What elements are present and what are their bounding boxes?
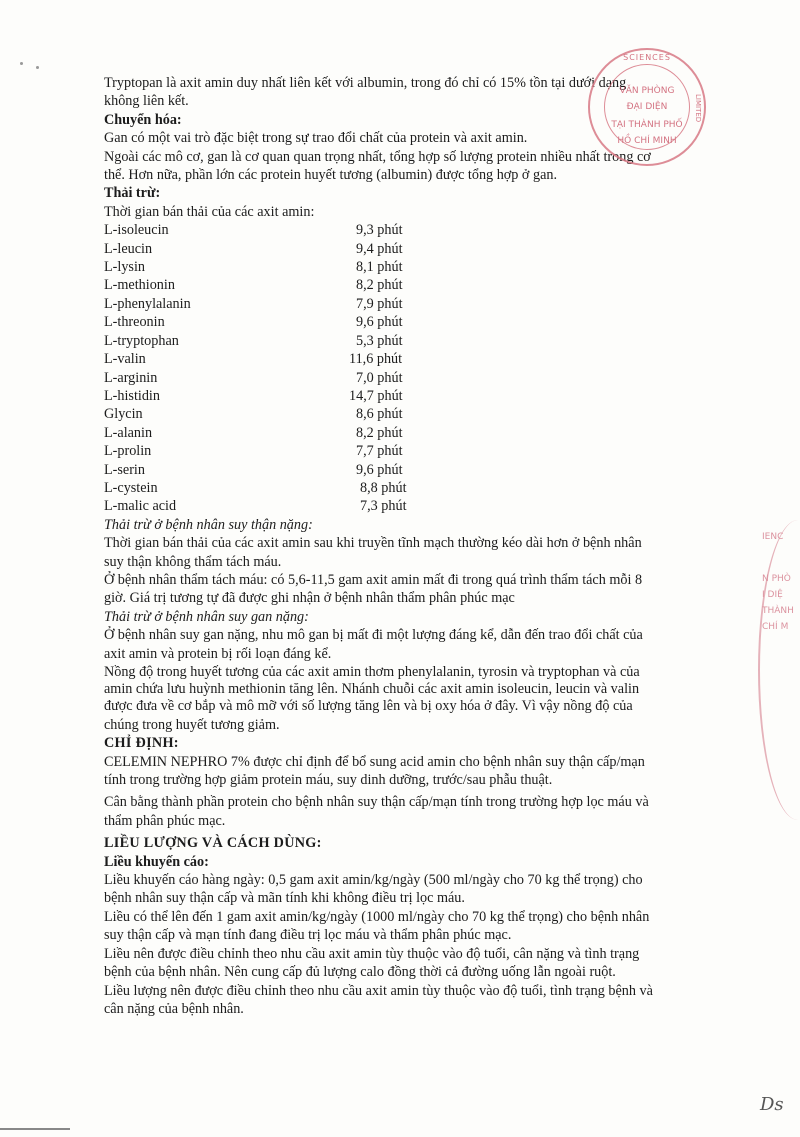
renal-heading: Thải trừ ở bệnh nhân suy thận nặng: bbox=[104, 516, 313, 533]
margin-stamp-text: THÀNH bbox=[762, 606, 794, 616]
table-row bbox=[104, 221, 750, 239]
elimination-heading: Thải trừ: bbox=[104, 185, 161, 202]
half-life-value: 9,6 phút bbox=[356, 314, 403, 331]
half-life-value: 11,6 phút bbox=[349, 351, 403, 368]
dosage-paragraph-1a: Liều khuyến cáo hàng ngày: 0,5 gam axit amin/kg/ngày (500 ml/ngày cho 70 kg thể trọng) cho bbox=[104, 872, 643, 889]
margin-stamp-text: N PHÒ bbox=[762, 574, 791, 584]
half-life-value: 14,7 phút bbox=[349, 387, 403, 404]
table-row bbox=[104, 442, 750, 460]
dosage-subheading: Liều khuyến cáo: bbox=[104, 853, 209, 870]
metabolism-paragraph-2b: thể. Hơn nữa, phần lớn các protein huyết tương (albumin) được tổng hợp ở gan. bbox=[104, 167, 558, 184]
scan-edge-mark bbox=[0, 1128, 70, 1130]
metabolism-heading: Chuyển hóa: bbox=[104, 111, 182, 128]
dosage-paragraph-3b: bệnh của bệnh nhân. Nên cung cấp đủ lượng calo đồng thời cả đường uống lẫn ngoài ruột. bbox=[104, 964, 616, 981]
hepatic-paragraph-2b: amin chứa lưu huỳnh methionin tăng lên. Nhánh chuỗi các axit amin isoleucin, leucin và valin bbox=[104, 681, 640, 698]
renal-paragraph-1a: Thời gian bán thải của các axit amin sau khi truyền tĩnh mạch thường kéo dài hơn ở bệnh nhân bbox=[104, 535, 642, 552]
stamp-line: TẠI THÀNH PHỐ bbox=[611, 120, 683, 130]
indications-paragraph-1a: CELEMIN NEPHRO 7% được chỉ định để bổ sung acid amin cho bệnh nhân suy thận cấp/mạn bbox=[104, 753, 645, 770]
table-row bbox=[104, 405, 750, 423]
stamp-line: HỒ CHÍ MINH bbox=[617, 136, 677, 146]
amino-acid-name: Glycin bbox=[104, 406, 143, 423]
indications-paragraph-1b: tính trong trường hợp giảm protein máu, suy dinh dưỡng, trước/sau phẫu thuật. bbox=[104, 772, 553, 789]
half-life-table bbox=[104, 221, 750, 516]
table-row bbox=[104, 369, 750, 387]
table-row bbox=[104, 350, 750, 368]
half-life-value: 9,3 phút bbox=[356, 222, 403, 239]
amino-acid-name: L-tryptophan bbox=[104, 332, 179, 349]
stamp-ring-text: SCIENCES bbox=[623, 53, 671, 62]
dosage-paragraph-4b: cân nặng của bệnh nhân. bbox=[104, 1000, 244, 1017]
renal-paragraph-2a: Ở bệnh nhân thẩm tách máu: có 5,6-11,5 gam axit amin mất đi trong quá trình thẩm tách mỗi 8 bbox=[104, 571, 643, 588]
margin-stamp-ring bbox=[758, 520, 800, 820]
hepatic-paragraph-1b: axit amin và protein bị rối loạn đáng kể. bbox=[104, 645, 332, 662]
half-life-value: 5,3 phút bbox=[356, 332, 403, 349]
intro-line-2: không liên kết. bbox=[104, 93, 189, 110]
half-life-value: 8,2 phút bbox=[356, 277, 403, 294]
amino-acid-name: L-arginin bbox=[104, 369, 158, 386]
metabolism-paragraph-2a: Ngoài các mô cơ, gan là cơ quan quan trọng nhất, tổng hợp số lượng protein nhiều nhất trong cơ bbox=[104, 148, 651, 165]
amino-acid-name: L-alanin bbox=[104, 424, 153, 441]
hepatic-paragraph-2a: Nồng độ trong huyết tương của các axit amin thơm phenylalanin, tyrosin và tryptophan và của bbox=[104, 664, 640, 680]
half-life-value: 8,2 phút bbox=[356, 424, 403, 441]
hepatic-paragraph-1a: Ở bệnh nhân suy gan nặng, nhu mô gan bị mất đi một lượng đáng kể, dẫn đến trao đổi chất của bbox=[104, 627, 643, 644]
dosage-paragraph-2a: Liều có thể lên đến 1 gam axit amin/kg/ngày (1000 ml/ngày cho 70 kg thể trọng) cho bệnh nhân bbox=[104, 908, 650, 925]
dosage-paragraph-4a: Liều lượng nên được điều chỉnh theo nhu cầu axit amin tùy thuộc vào độ tuổi, tình trạng bệnh và bbox=[104, 982, 653, 999]
hepatic-paragraph-2c: được đưa về cơ bắp và mô mỡ với số lượng tăng lên và bị oxy hóa ở đây. Vì vậy nồng độ của bbox=[104, 698, 633, 715]
amino-acid-name: L-methionin bbox=[104, 277, 175, 294]
amino-acid-name: L-prolin bbox=[104, 443, 152, 460]
amino-acid-name: L-serin bbox=[104, 461, 145, 478]
margin-stamp bbox=[756, 520, 800, 820]
table-row bbox=[104, 479, 750, 497]
dosage-paragraph-2b: suy thận cấp và mạn tính đang điều trị lọc máu và thẩm phân phúc mạc. bbox=[104, 927, 512, 944]
margin-stamp-text: IENC bbox=[762, 532, 784, 542]
indications-heading: CHỈ ĐỊNH: bbox=[104, 735, 179, 752]
amino-acid-name: L-valin bbox=[104, 351, 146, 368]
metabolism-paragraph-1: Gan có một vai trò đặc biệt trong sự trao đổi chất của protein và axit amin. bbox=[104, 130, 528, 147]
table-row bbox=[104, 240, 750, 258]
half-life-value: 9,6 phút bbox=[356, 461, 403, 478]
amino-acid-name: L-threonin bbox=[104, 314, 165, 331]
margin-stamp-text: I DIỆ bbox=[762, 590, 783, 600]
amino-acid-name: L-malic acid bbox=[104, 498, 177, 515]
dosage-heading: LIỀU LƯỢNG VÀ CÁCH DÙNG: bbox=[104, 835, 322, 852]
stamp-line: ĐẠI DIỆN bbox=[626, 102, 668, 112]
hepatic-paragraph-2d: chúng trong huyết tương giảm. bbox=[104, 716, 280, 733]
half-life-value: 7,0 phút bbox=[356, 369, 403, 386]
hepatic-heading: Thải trừ ở bệnh nhân suy gan nặng: bbox=[104, 608, 309, 625]
half-life-value: 8,1 phút bbox=[356, 259, 403, 276]
amino-acid-name: L-phenylalanin bbox=[104, 295, 191, 312]
indications-paragraph-2a: Cân bằng thành phần protein cho bệnh nhân suy thận cấp/mạn tính trong trường hợp lọc máu và bbox=[104, 794, 649, 811]
dosage-paragraph-1b: bệnh nhân suy thận cấp và mãn tính khi không điều trị lọc máu. bbox=[104, 890, 465, 907]
amino-acid-name: L-cystein bbox=[104, 479, 158, 496]
half-life-value: 8,6 phút bbox=[356, 406, 403, 423]
dosage-paragraph-3a: Liều nên được điều chỉnh theo nhu cầu axit amin tùy thuộc vào độ tuổi, cân nặng và tình trạng bbox=[104, 945, 640, 962]
table-row bbox=[104, 276, 750, 294]
renal-paragraph-1b: suy thận không thẩm tách máu. bbox=[104, 553, 282, 570]
half-life-value: 9,4 phút bbox=[356, 240, 403, 257]
half-life-value: 8,8 phút bbox=[360, 479, 407, 496]
half-life-intro: Thời gian bán thải của các axit amin: bbox=[104, 203, 315, 220]
table-row bbox=[104, 387, 750, 405]
amino-acid-name: L-isoleucin bbox=[104, 222, 169, 239]
initials-signature: Ds bbox=[760, 1094, 784, 1115]
indications-paragraph-2b: thẩm phân phúc mạc. bbox=[104, 812, 226, 829]
intro-line-1: Tryptopan là axit amin duy nhất liên kết với albumin, trong đó chỉ có 15% tồn tại dưới dạng bbox=[104, 75, 627, 91]
table-row bbox=[104, 313, 750, 331]
margin-stamp-text: CHÍ M bbox=[762, 622, 789, 632]
table-row bbox=[104, 497, 750, 515]
half-life-value: 7,7 phút bbox=[356, 443, 403, 460]
amino-acid-name: L-histidin bbox=[104, 387, 160, 404]
half-life-value: 7,3 phút bbox=[360, 498, 407, 515]
document-body bbox=[104, 74, 750, 1018]
amino-acid-name: L-lysin bbox=[104, 259, 145, 276]
table-row bbox=[104, 424, 750, 442]
amino-acid-name: L-leucin bbox=[104, 240, 153, 257]
table-row bbox=[104, 332, 750, 350]
stamp-ring-side-text: LIMITED bbox=[694, 94, 702, 123]
table-row bbox=[104, 258, 750, 276]
half-life-value: 7,9 phút bbox=[356, 295, 403, 312]
table-row bbox=[104, 295, 750, 313]
renal-paragraph-2b: giờ. Giá trị tương tự đã được ghi nhận ở bệnh nhân thẩm phân phúc mạc bbox=[104, 590, 515, 607]
stamp-line: VĂN PHÒNG bbox=[619, 86, 675, 96]
office-stamp bbox=[588, 48, 706, 166]
table-row bbox=[104, 461, 750, 479]
